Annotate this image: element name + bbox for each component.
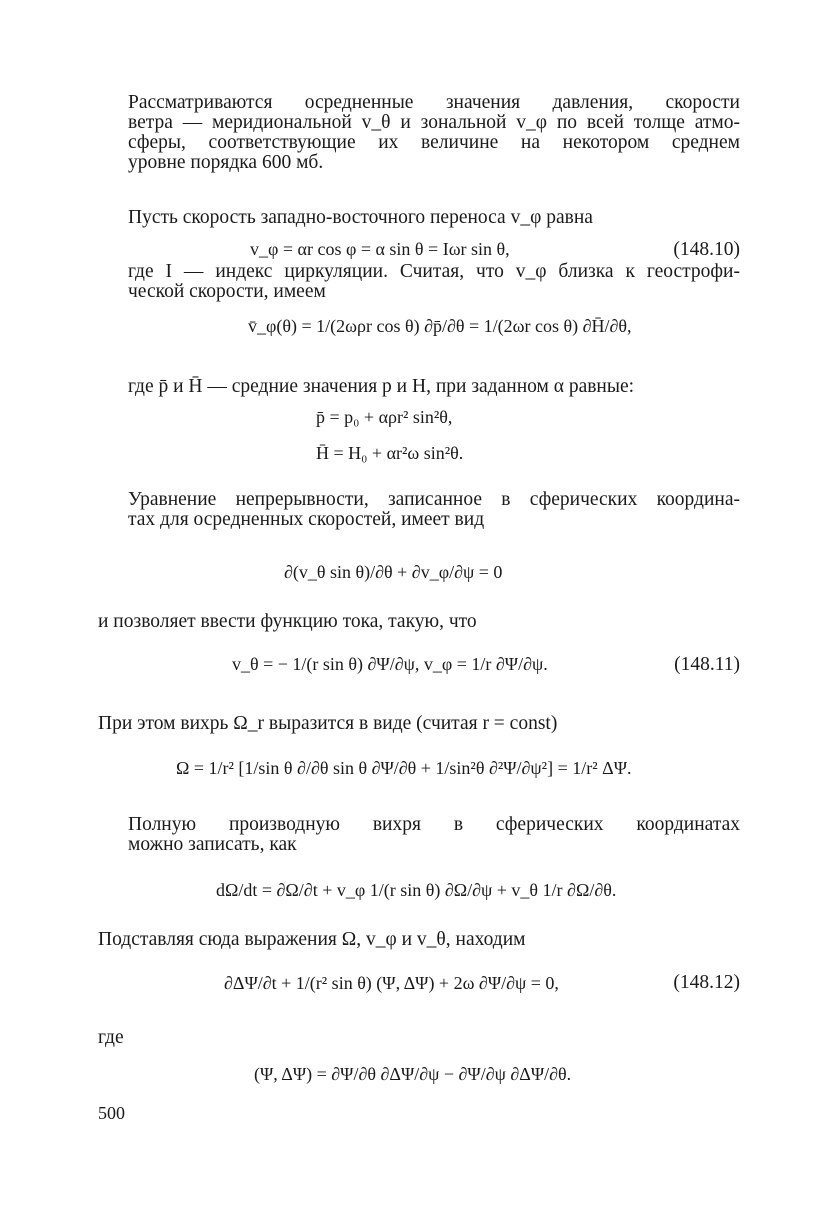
equation-text: v̄_φ(θ) = 1/(2ωρr cos θ) ∂p̄/∂θ = 1/(2ωr cos θ) ∂H̄/∂θ, — [248, 315, 632, 336]
equation-number: (148.10) — [673, 239, 740, 260]
equation-text: p̄ = p₀ + αρr² sin²θ, — [316, 406, 453, 427]
equation-text: Ω = 1/r² [1/sin θ ∂/∂θ sin θ ∂Ψ/∂θ + 1/sin²θ ∂²Ψ/∂ψ²] = 1/r² ΔΨ. — [176, 757, 632, 778]
text-line: где p̄ и H̄ — средние значения p и H, при заданном α равные: — [128, 376, 635, 397]
text-line: тах для осредненных скоростей, имеет вид — [128, 509, 485, 530]
paragraph-7 — [98, 714, 740, 734]
paragraph-9 — [98, 930, 740, 950]
equation-geostrophic — [248, 302, 632, 350]
equation-text: ∂(v_θ sin θ)/∂θ + ∂v_φ/∂ψ = 0 — [284, 561, 503, 582]
equation-text: v_θ = − 1/(r sin θ) ∂Ψ/∂ψ, v_φ = 1/r ∂Ψ/∂ψ. — [232, 653, 548, 674]
equation-jacobian — [254, 1052, 571, 1096]
text-line: При этом вихрь Ω_r выразится в виде (считая r = const) — [98, 713, 558, 734]
equation-text: H̄ = H₀ + αr²ω sin²θ. — [316, 442, 464, 463]
text-line: Пусть скорость западно-восточного переноса v_φ равна — [128, 207, 593, 228]
equation-mean-pressure — [316, 405, 452, 429]
paragraph-2 — [98, 208, 740, 228]
text-line: уровне порядка 600 мб. — [128, 152, 324, 173]
text-line: где I — индекс циркуляции. Считая, что v_φ близка к геострофи- — [128, 261, 740, 282]
text-line: и позволяет ввести функцию тока, такую, что — [98, 611, 477, 632]
text-line: ветра — меридиональной v_θ и зональной v_φ по всей толще атмо- — [128, 112, 740, 133]
page-number: 500 — [98, 1103, 125, 1123]
paragraph-4 — [98, 377, 740, 397]
equation-total-derivative — [216, 866, 616, 914]
equation-text: v_φ = αr cos φ = α sin θ = Iωr sin θ, — [250, 238, 510, 259]
text-line: Подставляя сюда выражения Ω, v_φ и v_θ, находим — [98, 929, 526, 950]
equation-number: (148.12) — [673, 972, 740, 993]
equation-text: ∂ΔΨ/∂t + 1/(r² sin θ) (Ψ, ΔΨ) + 2ω ∂Ψ/∂ψ = 0, — [224, 972, 559, 993]
text-line: Рассматриваются осредненные значения давления, скорости — [128, 92, 740, 113]
paragraph-1 — [98, 93, 740, 173]
text-line: Уравнение непрерывности, записанное в сферических координа- — [128, 489, 740, 510]
text-line: можно записать, как — [128, 834, 297, 855]
text-line: где — [98, 1027, 124, 1048]
equation-148-10 — [250, 236, 510, 262]
paragraph-3 — [98, 262, 740, 302]
equation-148-11 — [232, 642, 548, 686]
equation-continuity — [284, 550, 502, 594]
paragraph-5 — [98, 490, 740, 530]
paragraph-10 — [98, 1028, 740, 1048]
text-line: Полную производную вихря в сферических координатах — [128, 814, 740, 835]
equation-mean-height — [316, 441, 463, 465]
paragraph-8 — [98, 815, 740, 855]
equation-vorticity — [176, 744, 631, 792]
text-line: ческой скорости, имеем — [128, 281, 326, 302]
text-line: сферы, соответствующие их величине на некотором среднем — [128, 132, 740, 153]
paragraph-6 — [98, 612, 740, 632]
equation-148-12 — [224, 960, 559, 1006]
equation-text: (Ψ, ΔΨ) = ∂Ψ/∂θ ∂ΔΨ/∂ψ − ∂Ψ/∂ψ ∂ΔΨ/∂θ. — [254, 1063, 572, 1084]
equation-number: (148.11) — [674, 654, 740, 675]
equation-text: dΩ/dt = ∂Ω/∂t + v_φ 1/(r sin θ) ∂Ω/∂ψ + v_θ 1/r ∂Ω/∂θ. — [216, 879, 617, 900]
